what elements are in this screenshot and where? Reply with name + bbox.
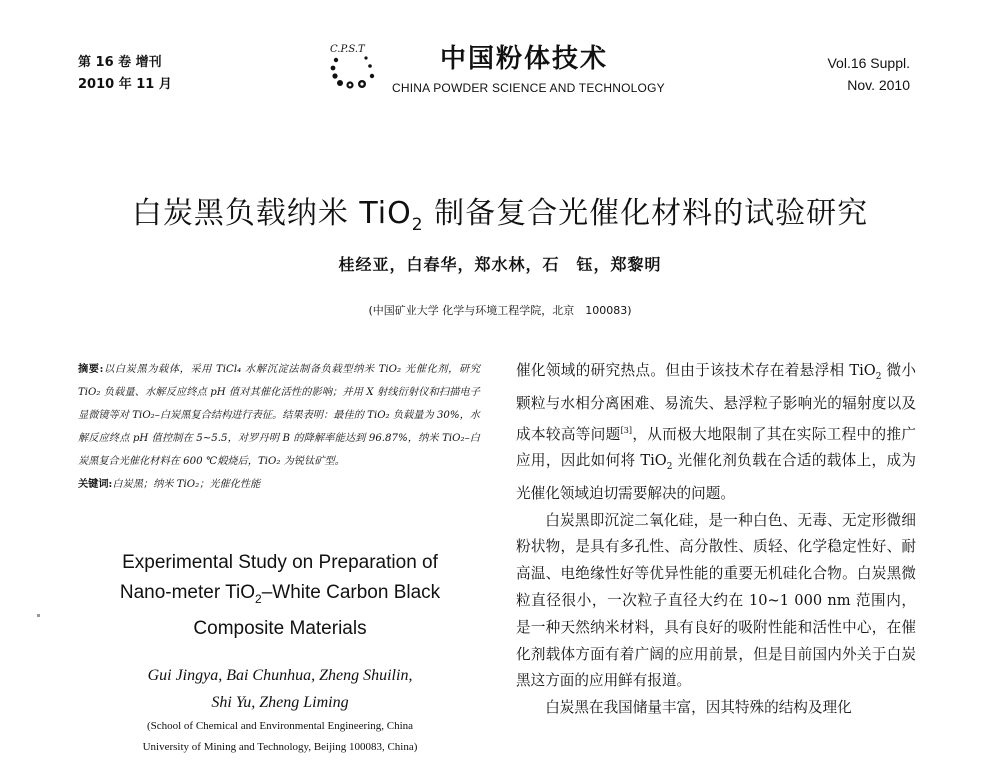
english-title-line2	[80, 578, 480, 614]
body-paragraph-3: 白炭黑在我国储量丰富，因其特殊的结构及理化	[545, 699, 852, 717]
english-affiliation-line2: University of Mining and Technology, Beijing 100083, China)	[142, 741, 418, 753]
title-text-post: 制备复合光催化材料的试验研究	[423, 196, 869, 231]
date-en: Nov. 2010	[847, 77, 910, 93]
affiliation-cn: (中国矿业大学 化学与环境工程学院，北京 100083)	[368, 304, 632, 317]
english-authors-line2: Shi Yu, Zheng Liming	[211, 694, 349, 711]
english-affiliation-line1: (School of Chemical and Environmental Engineering, China	[146, 720, 414, 732]
english-title-subscript: 2	[255, 591, 262, 606]
english-authors	[80, 662, 480, 716]
body-paragraph-1	[516, 358, 916, 508]
english-title-line1: Experimental Study on Preparation of	[122, 552, 438, 573]
citation-ref: [3]	[620, 425, 632, 435]
abstract-label: 摘要:	[78, 363, 104, 375]
p1-subscript: 2	[875, 371, 882, 382]
authors-cn: 桂经亚，白春华，郑水林，石 钰，郑黎明	[338, 255, 662, 274]
english-affiliation	[80, 716, 480, 758]
english-title-line3: Composite Materials	[193, 617, 367, 639]
p1-text-a: 催化领域的研究热点。但由于该技术存在着悬浮相 TiO	[516, 362, 876, 379]
p1-text-d: 光催化剂负载在合适的载体上，成为光催化领域迫切需要解决的问题。	[516, 452, 916, 502]
abstract-text: 以白炭黑为载体，采用 TiCl₄ 水解沉淀法制备负载型纳米 TiO₂ 光催化剂，研究 TiO₂ 负载量、水解反应终点 pH 值对其催化活性的影响；并用 X 射线衍射仪和扫描电子显微镜等对 TiO₂–白炭黑复合结构进行表征。结果表明：最佳的 TiO₂ 负载量为 30%，水解反应终点 pH 值控制在 5~5.5，对罗丹明 B 的降解率能达到 96.87%，纳米 TiO₂–白炭黑复合光催化材料在 600 ℃煅烧后，TiO₂ 为锐钛矿型。	[78, 364, 480, 467]
journal-volume-en	[800, 52, 910, 96]
journal-logo-icon	[326, 38, 386, 94]
paper-title	[40, 188, 960, 235]
title-text-pre: 白炭黑负载纳米 TiO	[131, 196, 412, 231]
english-title-line2-post: –White Carbon Black	[261, 582, 441, 603]
journal-volume-cn	[78, 52, 172, 96]
body-text	[516, 358, 916, 722]
p1-text-c: ，从而极大地限制了其在实际工程中的推广应用，因此如何将 TiO	[516, 425, 916, 470]
margin-dot	[37, 614, 40, 617]
journal-name-en: CHINA POWDER SCIENCE AND TECHNOLOGY	[392, 81, 665, 95]
body-paragraph-2: 白炭黑即沉淀二氧化硅，是一种白色、无毒、无定形微细粉状物，是具有多孔性、高分散性、质轻、化学稳定性好、耐高温、电绝缘性好等优异性能的重要无机硅化合物。白炭黑微粒直径很小，一次粒子直径大约在 10~1 000 nm 范围内，是一种天然纳米材料，具有良好的吸附性能和活性中心，在催化剂载体方面有着广阔的应用前景，但是目前国内外关于白炭黑这方面的应用鲜有报道。	[516, 511, 916, 690]
keywords-label: 关键词:	[78, 478, 113, 490]
p1-subscript-2: 2	[666, 462, 673, 473]
date-cn: 2010 年 11 月	[78, 77, 172, 92]
title-subscript: 2	[411, 215, 424, 235]
english-title-line2-pre: Nano-meter TiO	[119, 582, 255, 603]
volume-cn: 第 16 卷 增刊	[78, 55, 162, 70]
logo-letters: C.P.S.T	[330, 44, 365, 55]
journal-name-cn: 中国粉体技术	[440, 44, 609, 74]
english-title	[80, 548, 480, 644]
english-authors-line1: Gui Jingya, Bai Chunhua, Zheng Shuilin,	[147, 667, 413, 684]
volume-en: Vol.16 Suppl.	[827, 55, 910, 71]
p1-text-b: 微小颗粒与水相分离困难、易流失、悬浮粒子影响光的辐射度以及成本较高等问题	[516, 362, 916, 443]
abstract-cn	[78, 358, 480, 496]
keywords-text: 白炭黑；纳米 TiO₂；光催化性能	[112, 479, 261, 490]
